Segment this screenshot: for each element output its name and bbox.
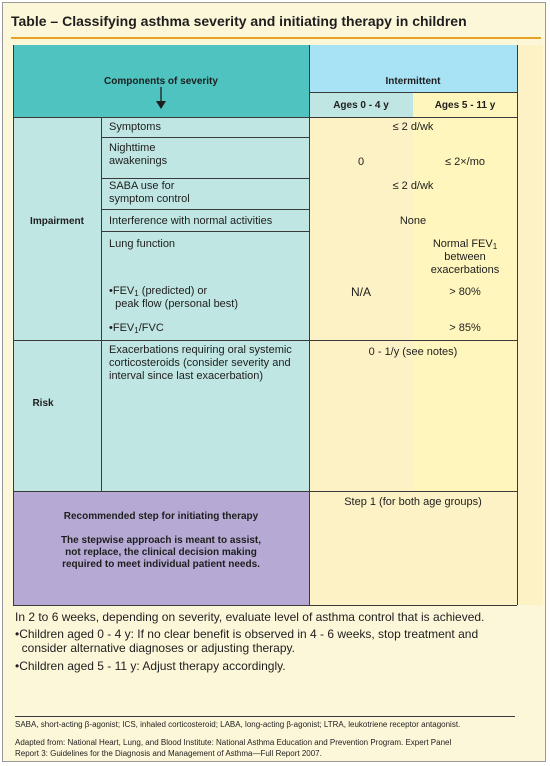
table-frame bbox=[2, 2, 546, 762]
saba-use-label bbox=[109, 180, 304, 206]
normal-fev-subscript: 1 bbox=[492, 242, 498, 251]
intermittent-header: Intermittent bbox=[385, 76, 441, 87]
age-0-4-body-background bbox=[309, 117, 413, 491]
age-5-11-header: Ages 5 - 11 y bbox=[434, 100, 496, 111]
lung-function-label: Lung function bbox=[109, 238, 176, 250]
nighttime-label-line-2: awakenings bbox=[109, 155, 168, 167]
lung-age-0-4-value: N/A bbox=[350, 285, 371, 299]
stepwise-note-line-2: not replace, the clinical decision making bbox=[65, 547, 257, 558]
fev-fvc-bullet: • bbox=[109, 322, 113, 334]
symptoms-label: Symptoms bbox=[109, 121, 161, 133]
risk-label-line-2: corticosteroids (consider severity and bbox=[109, 357, 291, 369]
page-title: Table – Classifying asthma severity and initiating therapy in children bbox=[11, 13, 467, 29]
title-divider bbox=[11, 37, 541, 39]
source-line-2: Report 3: Guidelines for the Diagnosis and Management of Asthma—Full Report 2007. bbox=[15, 749, 322, 758]
between-text: between bbox=[444, 251, 486, 263]
abbreviations-footnote: SABA, short-acting β-agonist; ICS, inhaled corticosteroid; LABA, long-acting β-agonist; LTRA, leukotriene receptor antagonist. bbox=[15, 720, 461, 729]
fev-pred-rest-2: peak flow (personal best) bbox=[115, 298, 239, 310]
fev-pred-subscript: 1 bbox=[134, 289, 139, 298]
risk-label-line-1: Exacerbations requiring oral systemic bbox=[109, 344, 292, 356]
fev-predicted-age-5-11-value: > 80% bbox=[449, 286, 481, 298]
risk-label-line-3: interval since last exacerbation) bbox=[109, 370, 264, 382]
saba-label-line-1: SABA use for bbox=[109, 180, 175, 192]
children-0-4-note bbox=[15, 627, 478, 655]
reassessment-note: In 2 to 6 weeks, depending on severity, evaluate level of asthma control that is achieved. bbox=[15, 610, 485, 624]
impairment-label: Impairment bbox=[30, 216, 84, 227]
stepwise-note bbox=[23, 535, 299, 571]
fev-fvc-fev: FEV bbox=[112, 322, 135, 334]
components-of-severity-header: Components of severity bbox=[104, 76, 218, 87]
interference-label: Interference with normal activities bbox=[109, 215, 273, 227]
children-0-4-line-1: •Children aged 0 - 4 y: If no clear benefit is observed in 4 - 6 weeks, stop treatment and bbox=[15, 627, 479, 641]
lung-function-normal-note bbox=[413, 238, 517, 277]
risk-value: 0 - 1/y (see notes) bbox=[368, 346, 458, 358]
recommended-step-heading: Recommended step for initiating therapy bbox=[63, 511, 259, 522]
age-0-4-header: Ages 0 - 4 y bbox=[333, 100, 389, 111]
nighttime-awakenings-label bbox=[109, 142, 304, 168]
stepwise-note-line-1: The stepwise approach is meant to assist, bbox=[60, 535, 262, 546]
nighttime-age-5-11-value: ≤ 2×/mo bbox=[445, 156, 485, 168]
recommended-step-value: Step 1 (for both age groups) bbox=[344, 496, 482, 508]
fev-fvc-age-5-11-value: > 85% bbox=[449, 322, 481, 334]
fev-pred-bullet: • bbox=[109, 285, 113, 297]
footnote-divider bbox=[15, 716, 515, 717]
saba-label-line-2: symptom control bbox=[109, 193, 190, 205]
symptoms-value: ≤ 2 d/wk bbox=[392, 121, 434, 133]
severity-table bbox=[13, 45, 543, 605]
stepwise-note-line-3: required to meet individual patient needs. bbox=[62, 559, 260, 570]
children-5-11-note: •Children aged 5 - 11 y: Adjust therapy accordingly. bbox=[15, 659, 286, 673]
fev1-fvc-label bbox=[109, 322, 304, 335]
exacerbations-text: exacerbations bbox=[430, 264, 500, 276]
fev-pred-fev: FEV bbox=[112, 285, 135, 297]
fev-pred-rest-1: (predicted) or bbox=[138, 285, 208, 297]
down-arrow-icon bbox=[153, 87, 169, 111]
risk-label: Risk bbox=[32, 398, 54, 409]
fev-fvc-subscript: 1 bbox=[134, 326, 139, 335]
right-margin-column bbox=[517, 45, 543, 605]
exacerbations-label bbox=[109, 344, 309, 383]
fev-fvc-rest: /FVC bbox=[138, 322, 164, 334]
interference-value: None bbox=[399, 215, 427, 227]
source-footnote bbox=[15, 737, 515, 759]
age-5-11-body-background bbox=[413, 117, 517, 491]
source-line-1: Adapted from: National Heart, Lung, and Blood Institute: National Asthma Education and Prevention Program. Expert Panel bbox=[15, 738, 452, 747]
nighttime-age-0-4-value: 0 bbox=[357, 156, 365, 168]
children-0-4-line-2: consider alternative diagnoses or adjusting therapy. bbox=[21, 641, 295, 655]
saba-use-value: ≤ 2 d/wk bbox=[392, 180, 434, 192]
fev1-predicted-label bbox=[109, 285, 304, 311]
normal-fev-text: Normal FEV bbox=[432, 238, 493, 250]
nighttime-label-line-1: Nighttime bbox=[109, 142, 156, 154]
